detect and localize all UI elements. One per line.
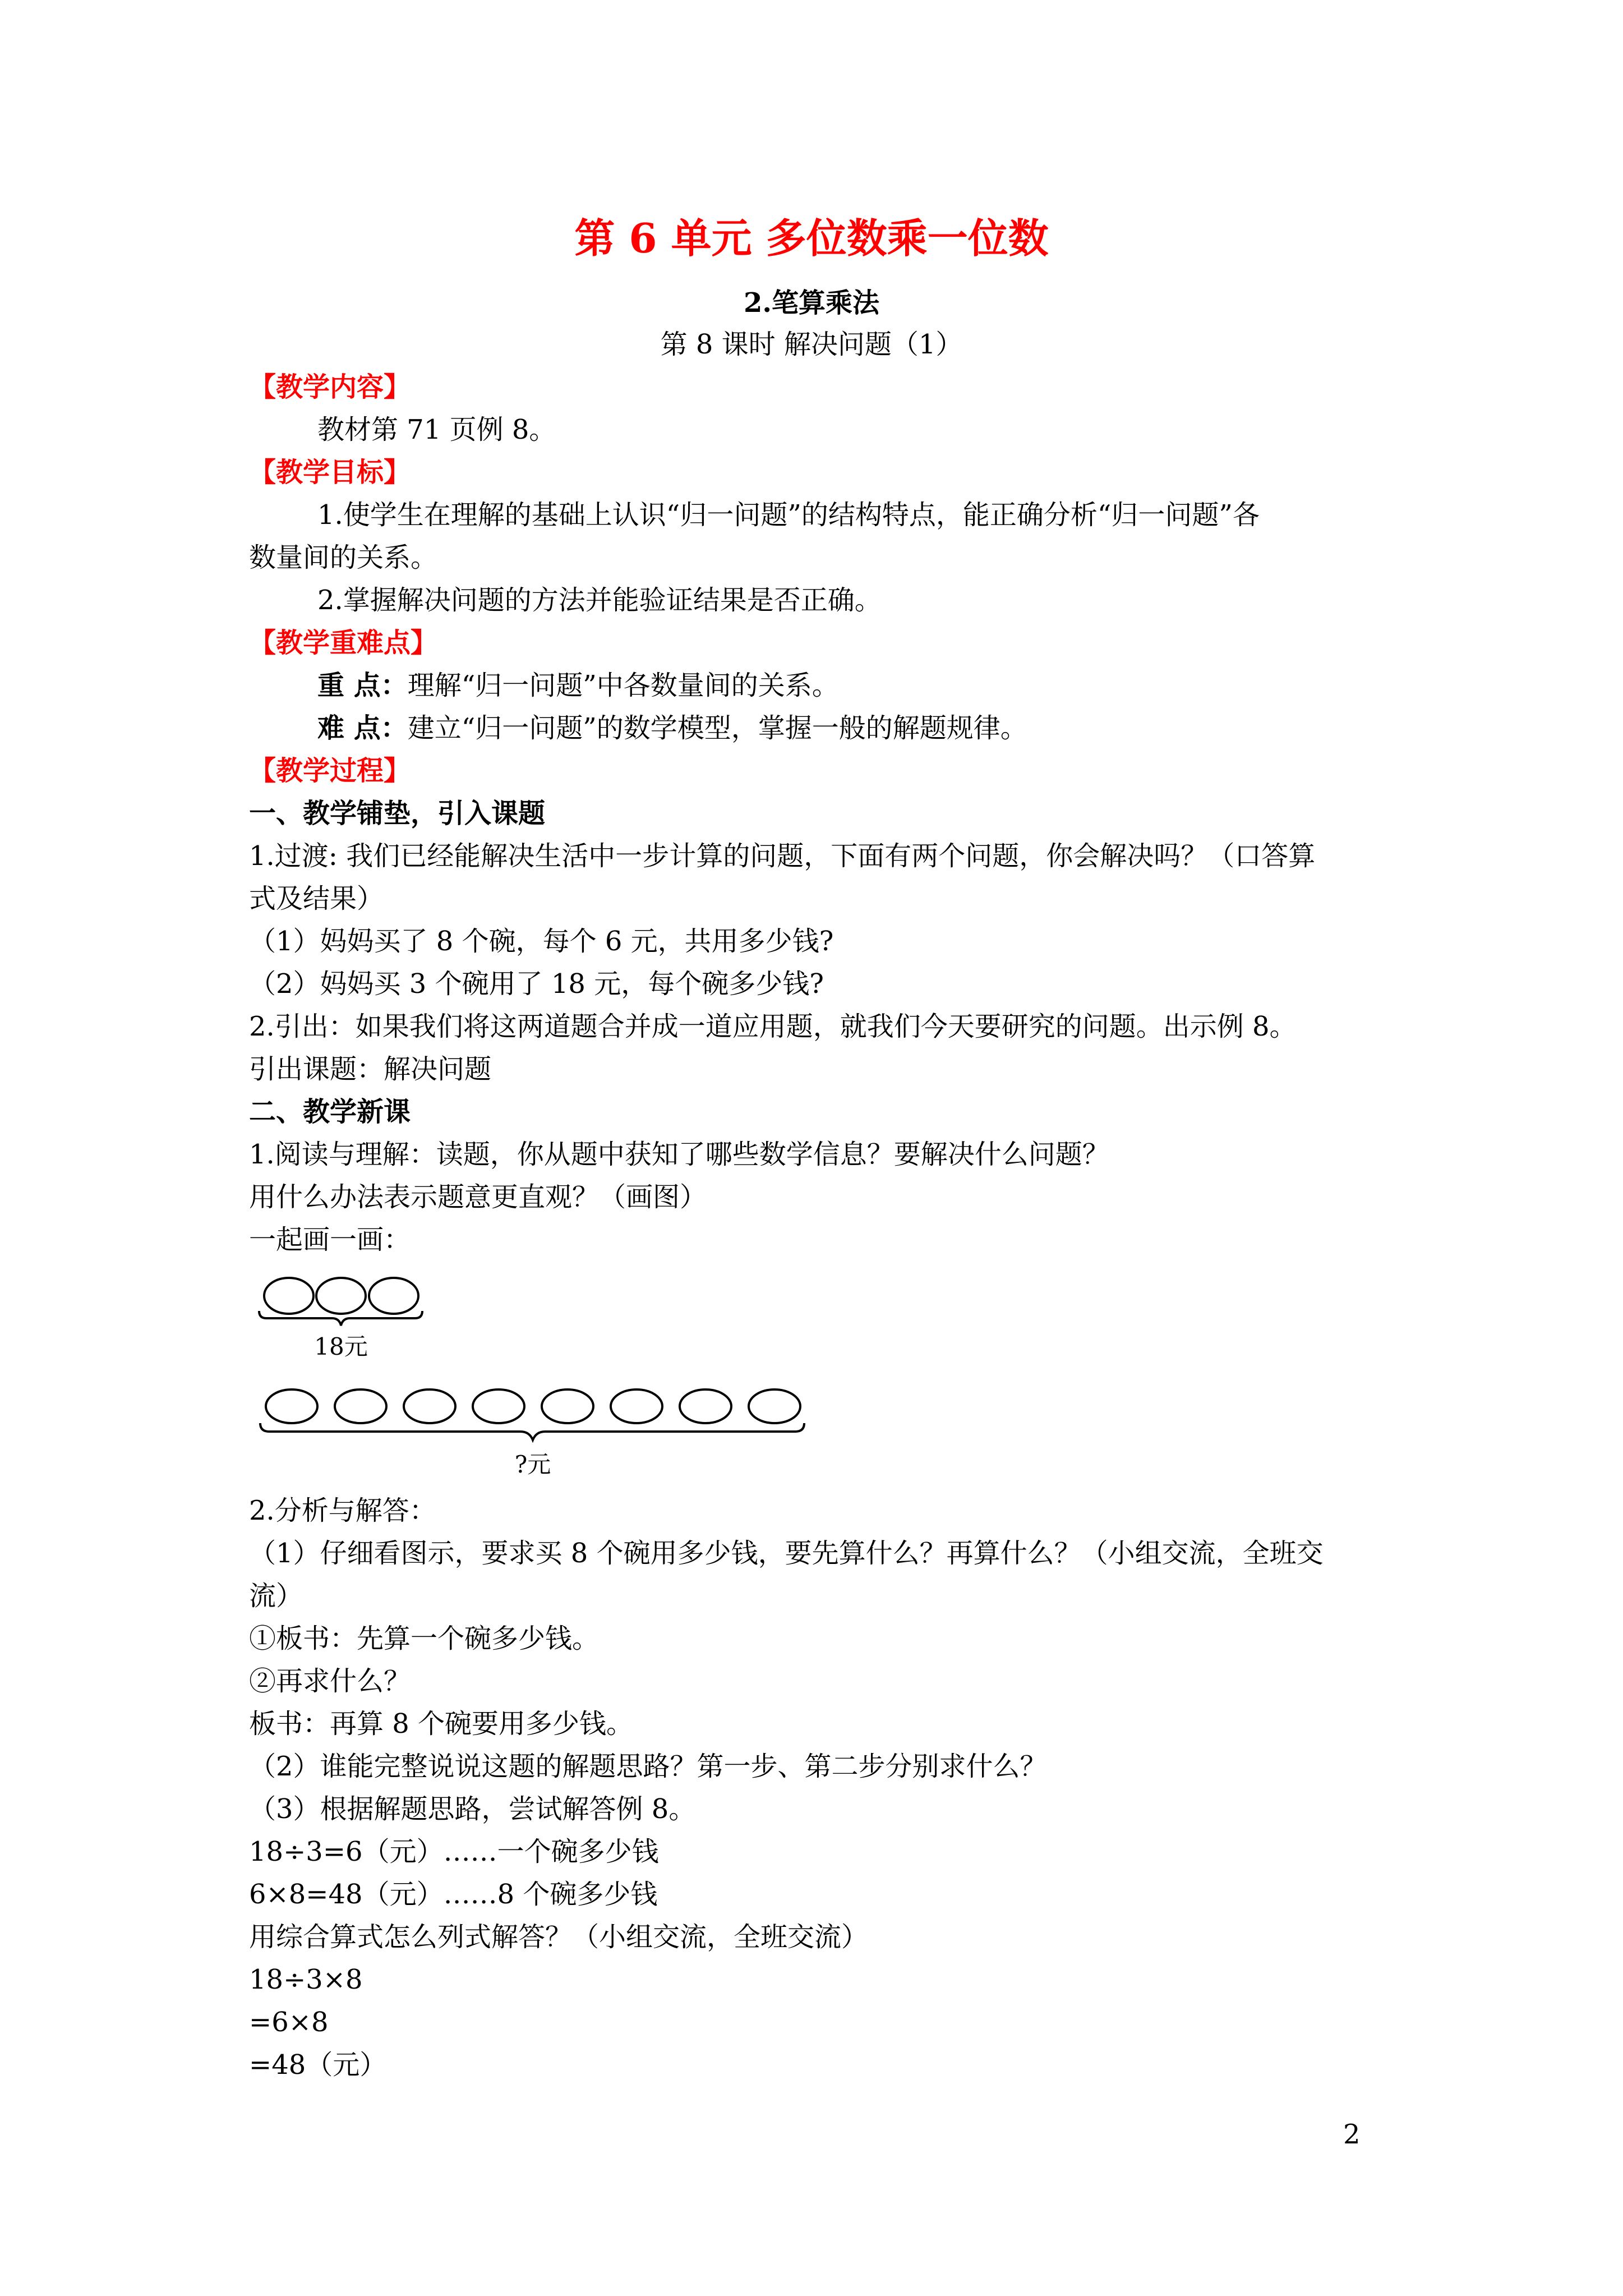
bottom-brace-label: ?元 <box>514 1451 551 1478</box>
analysis-3: （3）根据解题思路，尝试解答例 8。 <box>249 1793 696 1825</box>
intro-line-2: 式及结果） <box>249 883 384 914</box>
top-brace-label: 18元 <box>314 1333 368 1360</box>
combined-question: 用综合算式怎么列式解答？（小组交流，全班交流） <box>249 1921 869 1953</box>
new-line-1: 1.阅读与理解：读题，你从题中获知了哪些数学信息？要解决什么问题？ <box>249 1139 1109 1170</box>
page-number: 2 <box>1343 2119 1361 2150</box>
hard-point-label: 难 点： <box>317 712 408 744</box>
combined-step-3: =48（元） <box>249 2049 387 2081</box>
page-title: 第 6 单元 多位数乘一位数 <box>574 214 1049 262</box>
question-1: （1）妈妈买了 8 个碗，每个 6 元，共用多少钱? <box>249 926 834 957</box>
board-note-2: ②再求什么？ <box>249 1665 411 1697</box>
board-note-1: ①板书：先算一个碗多少钱。 <box>249 1623 600 1654</box>
analysis-1-line-2: 流） <box>249 1580 303 1612</box>
question-2: （2）妈妈买 3 个碗用了 18 元，每个碗多少钱? <box>249 968 824 1000</box>
keypoints-heading: 【教学重难点】 <box>249 627 438 659</box>
hard-point-text: 建立“归一问题”的数学模型，掌握一般的解题规律。 <box>407 712 1027 744</box>
new-line-2: 用什么办法表示题意更直观？（画图） <box>249 1181 707 1213</box>
intro-line-1: 1.过渡: 我们已经能解决生活中一步计算的问题，下面有两个问题，你会解决吗？（口答算 <box>249 840 1316 872</box>
intro-line-3: 2.引出：如果我们将这两道题合并成一道应用题，就我们今天要研究的问题。出示例 8。 <box>249 1011 1297 1042</box>
bowl-ellipse <box>611 1389 662 1423</box>
goal-1-line-1: 1.使学生在理解的基础上认识“归一问题”的结构特点，能正确分析“归一问题”各 <box>317 499 1260 531</box>
board-note-3: 板书：再算 8 个碗要用多少钱。 <box>249 1708 634 1740</box>
bowl-ellipse <box>316 1278 366 1314</box>
part-1-heading: 一、教学铺垫，引入课题 <box>249 798 546 829</box>
goal-2: 2.掌握解决问题的方法并能验证结果是否正确。 <box>317 585 882 616</box>
content-text: 教材第 71 页例 8。 <box>317 414 556 445</box>
part-2-heading: 二、教学新课 <box>249 1096 411 1128</box>
key-point-text: 理解“归一问题”中各数量间的关系。 <box>407 670 839 701</box>
bowl-ellipse <box>266 1389 317 1423</box>
lesson-title: 第 8 课时 解决问题（1） <box>660 329 963 360</box>
top-bowls <box>264 1278 418 1314</box>
analysis-2: （2）谁能完整说说这题的解题思路？第一步、第二步分别求什么？ <box>249 1751 1047 1782</box>
goal-1-line-2: 数量间的关系。 <box>249 542 438 573</box>
bowl-ellipse <box>264 1278 313 1314</box>
key-point <box>317 669 839 702</box>
analysis-heading: 2.分析与解答： <box>249 1495 436 1526</box>
hard-point <box>317 711 1027 745</box>
new-line-3: 一起画一画： <box>249 1224 411 1255</box>
content-heading: 【教学内容】 <box>249 371 411 403</box>
goals-heading: 【教学目标】 <box>249 457 411 488</box>
bowl-ellipse <box>680 1389 731 1423</box>
bowl-ellipse <box>404 1389 455 1423</box>
process-heading: 【教学过程】 <box>249 755 411 786</box>
bowl-ellipse <box>542 1389 593 1423</box>
key-point-label: 重 点： <box>317 670 408 701</box>
bowl-diagram <box>247 1265 819 1489</box>
intro-line-4: 引出课题：解决问题 <box>249 1053 492 1085</box>
equation-1: 18÷3=6（元）……一个碗多少钱 <box>249 1836 659 1867</box>
bottom-brace <box>260 1423 804 1440</box>
combined-step-2: =6×8 <box>249 2007 329 2038</box>
bottom-bowls <box>266 1389 800 1423</box>
bowl-ellipse <box>473 1389 524 1423</box>
bowl-ellipse <box>749 1389 800 1423</box>
bowl-ellipse <box>335 1389 386 1423</box>
equation-2: 6×8=48（元）……8 个碗多少钱 <box>249 1879 658 1910</box>
section-title: 2.笔算乘法 <box>743 287 880 319</box>
bowl-ellipse <box>369 1278 418 1314</box>
combined-step-1: 18÷3×8 <box>249 1964 363 1995</box>
analysis-1-line-1: （1）仔细看图示，要求买 8 个碗用多少钱，要先算什么？再算什么？（小组交流，全班交 <box>249 1538 1324 1569</box>
